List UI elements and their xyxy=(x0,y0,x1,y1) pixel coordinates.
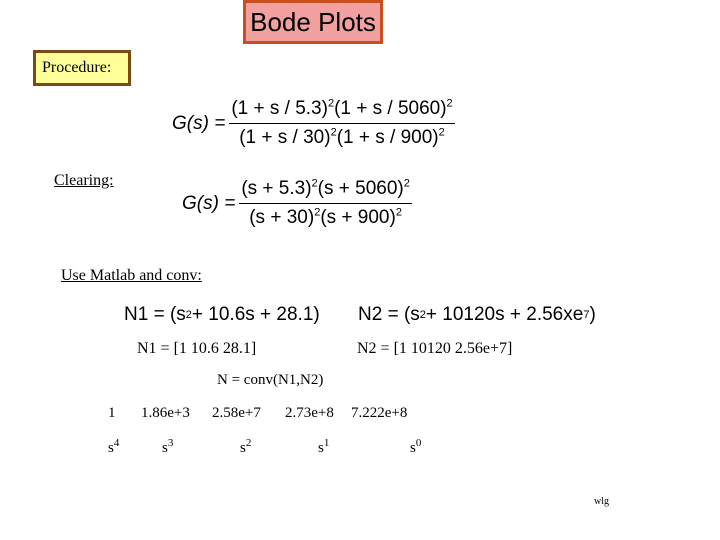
coefficient: 1.86e+3 xyxy=(141,405,190,421)
n1-vector: N1 = [1 10.6 28.1] xyxy=(137,340,257,357)
eq2-lhs: G(s) = xyxy=(182,192,236,214)
power-term: $s^1$ xyxy=(318,437,330,456)
conv-command: N = conv(N1,N2) xyxy=(217,372,324,388)
eq1-denominator: $(1 + s / 30)^2(1 + s / 900)^2$ xyxy=(239,126,445,148)
footer-initials: wlg xyxy=(594,496,609,507)
power-term: $s^4$ xyxy=(108,437,120,456)
eq1-numerator: $(1 + s / 5.3)^2(1 + s / 5060)^2$ xyxy=(229,98,454,124)
power-term: $s^3$ xyxy=(162,437,174,456)
matlab-label: Use Matlab and conv: xyxy=(61,267,202,284)
slide-title xyxy=(243,0,383,44)
coefficient: 1 xyxy=(108,405,116,421)
n1-polynomial: N1 = (s 2 + 10.6s + 28.1) xyxy=(124,304,320,325)
eq2-fraction xyxy=(239,178,412,229)
coefficient: 2.73e+8 xyxy=(285,405,334,421)
n2-vector: N2 = [1 10120 2.56e+7] xyxy=(357,340,513,357)
procedure-label-box xyxy=(33,50,131,86)
eq1-lhs: G(s) = xyxy=(172,112,226,134)
eq2-numerator: $(s + 5.3)^2(s + 5060)^2$ xyxy=(239,178,412,204)
coefficient: 2.58e+7 xyxy=(212,405,261,421)
n2-polynomial: N2 = (s 2 + 10120s + 2.56xe 7 ) xyxy=(358,304,596,325)
power-term: $s^2$ xyxy=(240,437,252,456)
power-term: $s^0$ xyxy=(410,437,422,456)
slide-title-text: Bode Plots xyxy=(250,6,376,37)
clearing-label: Clearing: xyxy=(54,172,114,189)
transfer-function-normalized xyxy=(172,98,455,149)
transfer-function-cleared xyxy=(182,178,412,229)
coefficient: 7.222e+8 xyxy=(351,405,408,421)
eq2-denominator: $(s + 30)^2(s + 900)^2$ xyxy=(249,206,402,228)
eq1-fraction xyxy=(229,98,454,149)
procedure-label: Procedure: xyxy=(42,59,112,76)
